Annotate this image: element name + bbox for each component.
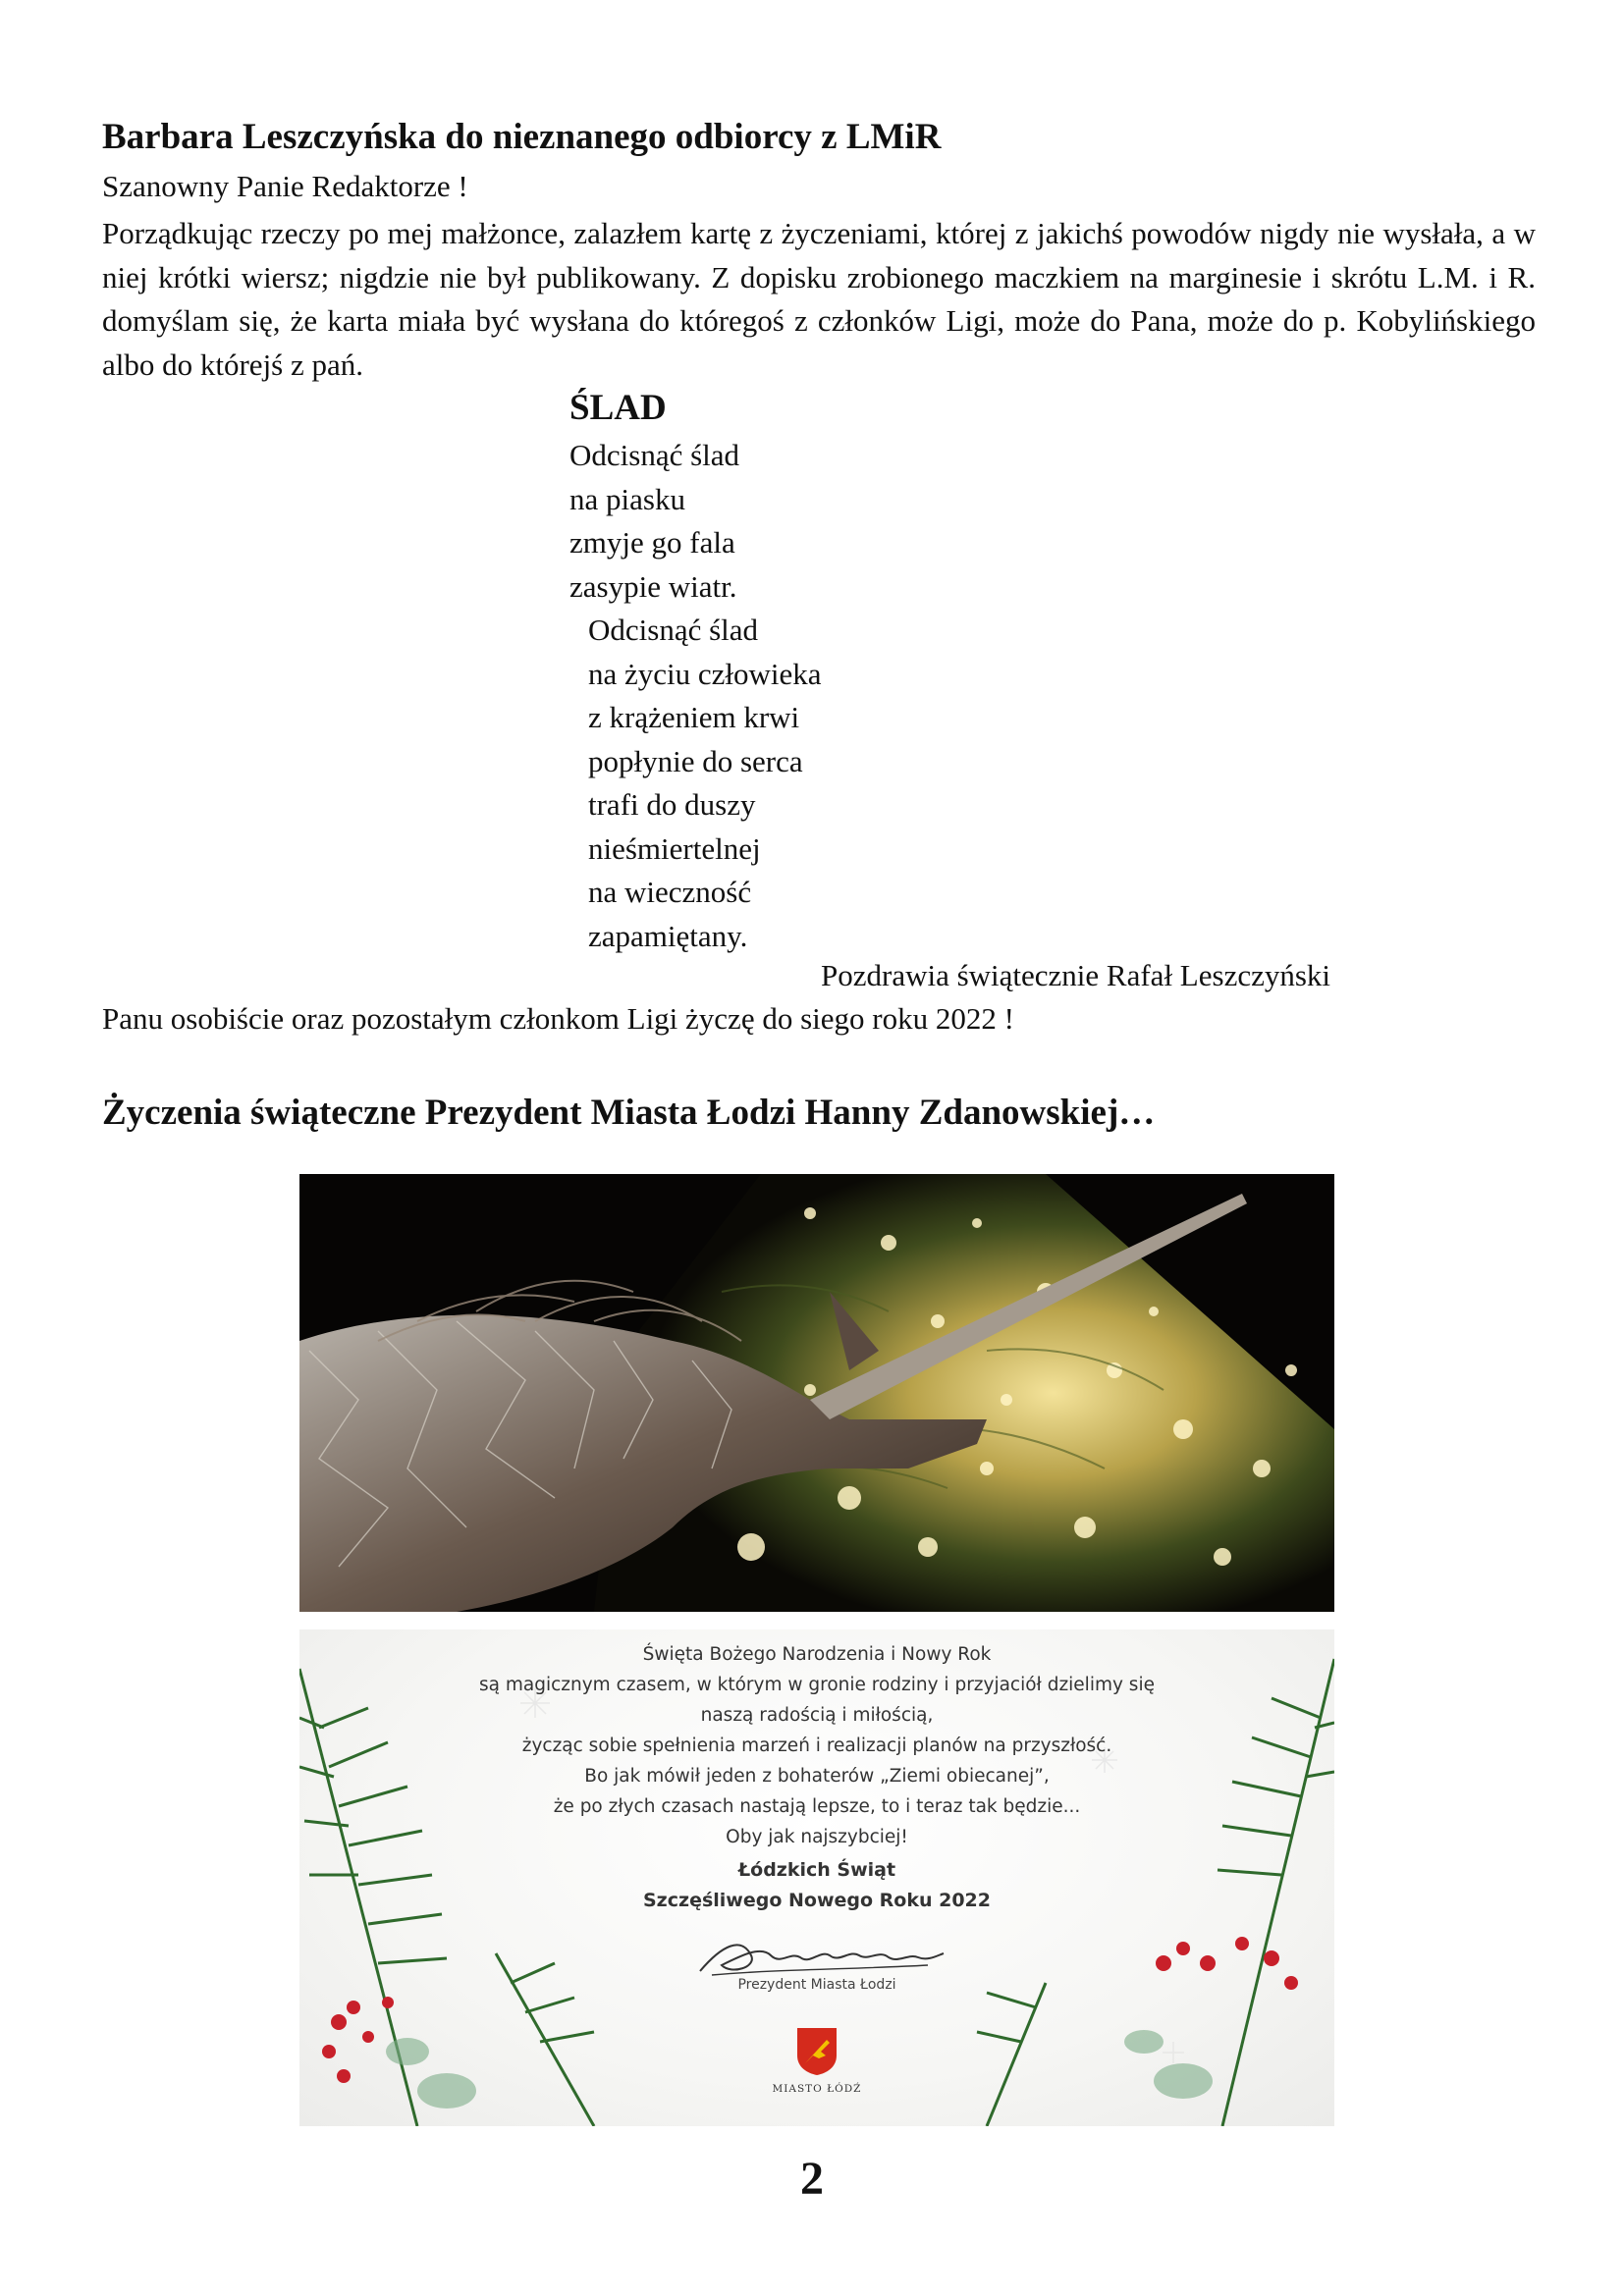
card-city-label: MIASTO ŁÓDŹ	[772, 2083, 862, 2095]
poem-line: Odcisnąć ślad	[588, 613, 759, 647]
poem-line: Odcisnąć ślad	[569, 438, 740, 472]
card-message-line: Oby jak najszybciej!	[726, 1827, 908, 1847]
card-message-line: że po złych czasach nastają lepsze, to i teraz tak będzie...	[553, 1796, 1081, 1817]
card-message-line: życząc sobie spełnienia marzeń i realizacji planów na przyszłość.	[521, 1735, 1112, 1756]
letter-greeting: Pozdrawia świątecznie Rafał Leszczyński	[821, 958, 1331, 992]
card-wish-line: Szczęśliwego Nowego Roku 2022	[643, 1890, 991, 1911]
card-message	[457, 1639, 1177, 1852]
unicorn-christmas-tree-photo	[299, 1174, 1334, 1612]
poem-line: na wieczność	[588, 875, 752, 909]
article-heading-2: Życzenia świąteczne Prezydent Miasta Łodzi Hanny Zdanowskiej…	[102, 1093, 1156, 1133]
letter-salutation: Szanowny Panie Redaktorze !	[102, 169, 468, 203]
poem-line: zasypie wiatr.	[569, 568, 737, 604]
poem-line: zmyje go fala	[569, 525, 735, 560]
poem-line: nieśmiertelnej	[588, 830, 761, 866]
card-signatory-role: Prezydent Miasta Łodzi	[737, 1977, 896, 1993]
poem-line: na życiu człowieka	[588, 656, 822, 691]
poem-line: na piasku	[569, 481, 685, 516]
lodz-crest-icon	[793, 2026, 840, 2077]
poem-line: z krążeniem krwi	[588, 700, 800, 734]
letter-body: Porządkując rzeczy po mej małżonce, zalazłem kartę z życzeniami, której z jakichś powodów nigdy nie wysłała, a w niej krótki wiersz; nigdzie nie był publikowany. Z dopisku zrobionego maczkiem na marginesie i skrótu L.M. i R. domyślam się, że karta miała być wysłana do któregoś z członków Ligi, może do Pana, może do p. Kobylińskiego albo do którejś z pań.	[102, 216, 1536, 382]
signature-image	[692, 1926, 947, 1985]
poem-title: ŚLAD	[569, 388, 667, 428]
poem-line: popłynie do serca	[588, 743, 803, 778]
letter-closing: Panu osobiście oraz pozostałym członkom Ligi życzę do siego roku 2022 !	[102, 1001, 1014, 1036]
card-message-line: Święta Bożego Narodzenia i Nowy Rok	[642, 1644, 992, 1665]
card-wish	[457, 1855, 1177, 1916]
article-heading: Barbara Leszczyńska do nieznanego odbiorcy z LMiR	[102, 117, 942, 157]
card-message-line: są magicznym czasem, w którym w gronie rodziny i przyjaciół dzielimy się	[479, 1675, 1155, 1695]
poem	[569, 434, 822, 958]
page-number: 2	[800, 2153, 824, 2205]
greeting-card	[299, 1629, 1334, 2126]
poem-line: zapamiętany.	[588, 918, 748, 953]
poem-line: trafi do duszy	[588, 787, 756, 822]
card-wish-line: Łódzkich Świąt	[737, 1859, 896, 1881]
card-message-line: Bo jak mówił jeden z bohaterów „Ziemi obiecanej”,	[584, 1766, 1050, 1787]
card-message-line: naszą radością i miłością,	[700, 1705, 934, 1726]
